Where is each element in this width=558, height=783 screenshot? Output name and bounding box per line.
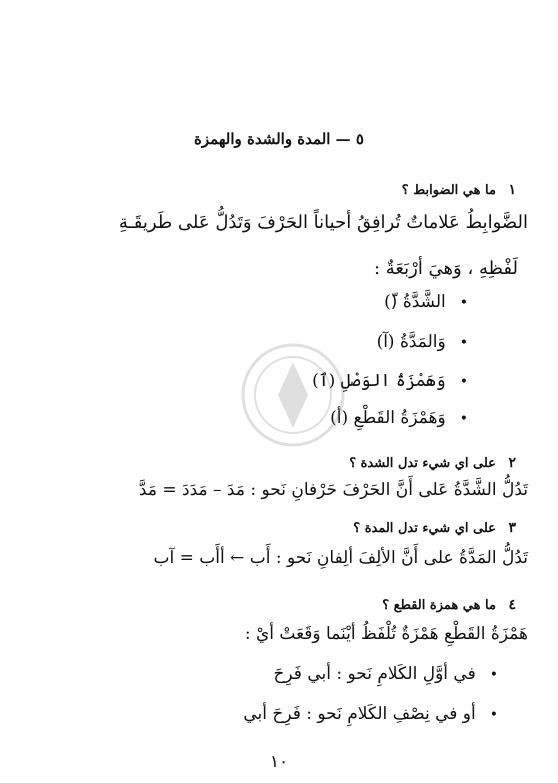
- bullet-icon: •: [459, 374, 468, 390]
- bullet-icon: •: [459, 295, 468, 311]
- bullet-icon: •: [489, 667, 498, 683]
- bullet-icon: •: [489, 707, 498, 723]
- section-title: ٥ — المدة والشدة والهمزة: [194, 130, 364, 148]
- list-item: [384, 292, 468, 312]
- answer-3: تَدُلُّ المَدَّةُ على أَنَّ الألِفَ ألِفانِ نَحو : أَب ← أأَب = آب: [153, 548, 528, 568]
- answer-1-line-2: لَفْظِهِ ، وَهيَ أرْبَعَةٌ :: [374, 258, 518, 279]
- answer-4-line-1: هَمْزَةُ القَطْعِ هَمْزَةٌ تُلْفَظُ أيْنَما وَقَعَتْ أيْ :: [244, 624, 528, 644]
- question-number: ٤: [508, 597, 516, 613]
- question-text: على اي شيء تدل المدة ؟: [353, 521, 496, 536]
- list-item: [330, 408, 468, 428]
- question-number: ١: [508, 182, 516, 198]
- page-number: ١٠: [269, 752, 289, 772]
- question-number: ٢: [508, 455, 516, 471]
- answer-1-line-1: الضَّوابِطُ عَلاماتٌ تُرافِقُ أحياناً الحَرْفَ وَتَدُلُّ عَلى طَريقَـةِ: [118, 212, 528, 233]
- question-1: [402, 182, 516, 198]
- question-text: على اي شيء تدل الشدة ؟: [349, 456, 496, 471]
- list-item-text: وَالمَدَّةُ (آ): [376, 332, 446, 352]
- bullet-icon: •: [459, 411, 468, 427]
- bullet-icon: •: [459, 335, 468, 351]
- question-text: ما هي همزة القطع ؟: [382, 598, 496, 613]
- list-item-text: الشَّدَّةُ (ّ): [384, 292, 446, 312]
- library-seal-watermark: [238, 340, 348, 450]
- question-text: ما هي الضوابط ؟: [401, 183, 496, 198]
- list-item: [377, 332, 468, 352]
- list-item: [243, 704, 498, 724]
- list-item-text: في أوَّلِ الكَلامِ نَحو : أبي فَرِحَ: [273, 664, 476, 684]
- question-3: [353, 520, 516, 536]
- question-number: ٣: [508, 520, 516, 536]
- answer-2: تَدُلُّ الشَّدَّةُ عَلى أَنَّ الحَرْفَ حَرْفانِ نَحو : مَدَ – مَدَدَ = مَدَّ: [138, 480, 528, 500]
- question-2: [349, 455, 516, 471]
- list-item-text: أو في نِصْفِ الكَلامِ نَحو : فَرِحَ أبي: [243, 704, 476, 724]
- list-item: [273, 664, 498, 684]
- list-item-text: وَهَمْزَةُ الوَصْلِ (ٱ): [312, 371, 446, 391]
- question-4: [382, 597, 516, 613]
- list-item-text: وَهَمْزَةُ القَطْعِ (أ): [330, 408, 446, 428]
